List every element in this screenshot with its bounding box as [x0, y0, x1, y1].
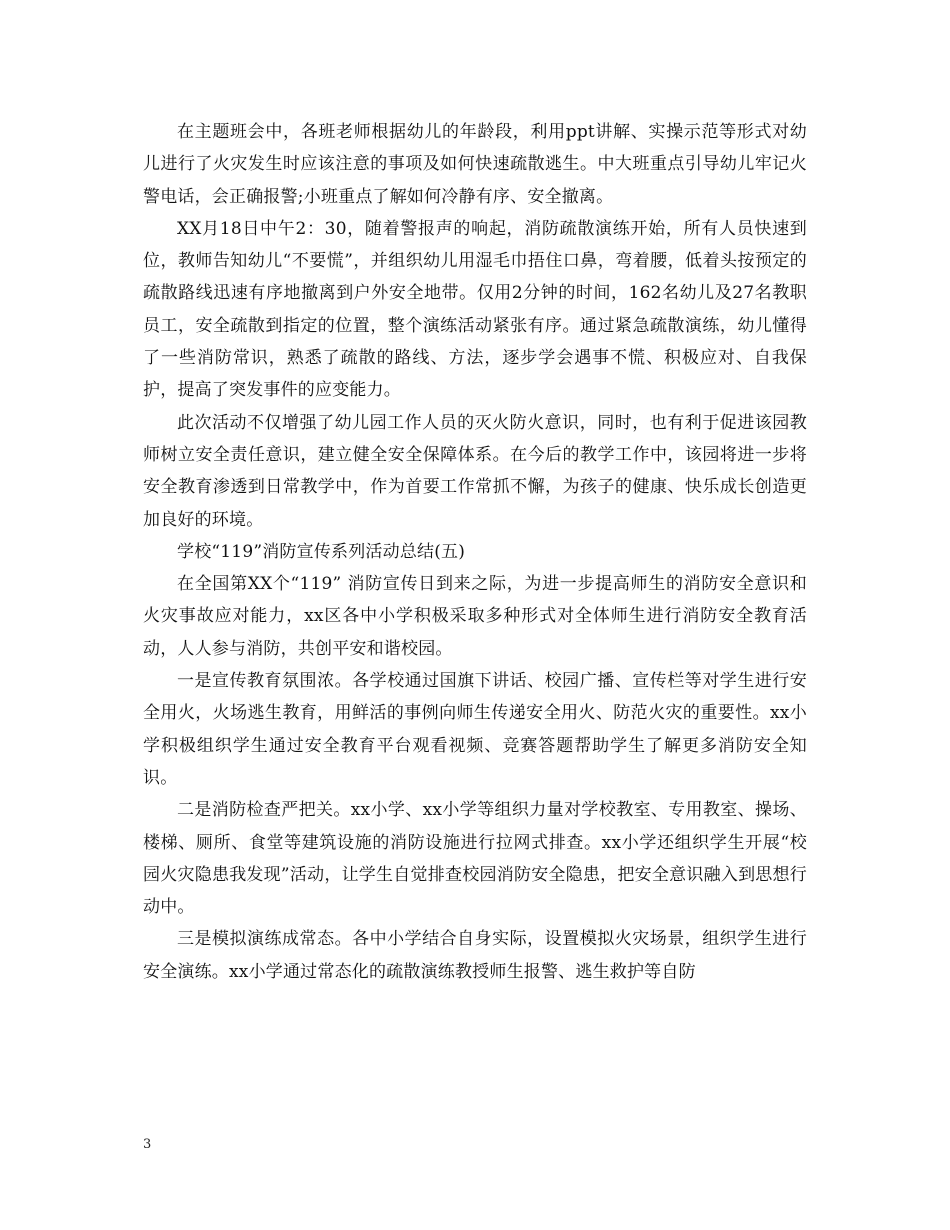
paragraph-activity-summary: 此次活动不仅增强了幼儿园工作人员的灭火防火意识，同时，也有利于促进该园教师树立安全责任意识，建立健全安全保障体系。在今后的教学工作中，该园将进一步将安全教育渗透到日常教学中，作为首要工作常抓不懈，为孩子的健康、快乐成长创造更加良好的环境。 [143, 412, 807, 530]
paragraph-point-two: 二是消防检查严把关。xx小学、xx小学等组织力量对学校教室、专用教室、操场、楼梯、厕所、食堂等建筑设施的消防设施进行拉网式排查。xx小学还组织学生开展“校园火灾隐患我发现”活动，让学生自觉排查校园消防安全隐患，把安全意识融入到思想行动中。 [143, 800, 807, 918]
section-heading: 学校“119”消防宣传系列活动总结(五) [177, 541, 466, 562]
paragraph-introduction: 在全国第XX个“119” 消防宣传日到来之际，为进一步提高师生的消防安全意识和火灾事故应对能力，xx区各中小学积极采取多种形式对全体师生进行消防安全教育活动，人人参与消防，共创平安和谐校园。 [143, 574, 807, 659]
paragraph-class-meeting: 在主题班会中，各班老师根据幼儿的年龄段，利用ppt讲解、实操示范等形式对幼儿进行了火灾发生时应该注意的事项及如何快速疏散逃生。中大班重点引导幼儿牢记火警电话，会正确报警;小班重点了解如何冷静有序、安全撤离。 [143, 122, 807, 207]
document-body [143, 116, 807, 988]
paragraph-point-three: 三是模拟演练成常态。各中小学结合自身实际，设置模拟火灾场景，组织学生进行安全演练。xx小学通过常态化的疏散演练教授师生报警、逃生救护等自防 [143, 929, 807, 982]
page-number: 3 [143, 1137, 152, 1152]
paragraph-point-one: 一是宣传教育氛围浓。各学校通过国旗下讲话、校园广播、宣传栏等对学生进行安全用火，火场逃生教育，用鲜活的事例向师生传递安全用火、防范火灾的重要性。xx小学积极组织学生通过安全教育平台观看视频、竞赛答题帮助学生了解更多消防安全知识。 [143, 671, 807, 788]
paragraph-evacuation-drill: XX月18日中午2：30，随着警报声的响起，消防疏散演练开始，所有人员快速到位，教师告知幼儿“不要慌”，并组织幼儿用湿毛巾捂住口鼻，弯着腰，低着头按预定的疏散路线迅速有序地撤离到户外安全地带。仅用2分钟的时间，162名幼儿及27名教职员工，安全疏散到指定的位置，整个演练活动紧张有序。通过紧急疏散演练，幼儿懂得了一些消防常识，熟悉了疏散的路线、方法，逐步学会遇事不慌、积极应对、自我保护，提高了突发事件的应变能力。 [143, 218, 807, 401]
